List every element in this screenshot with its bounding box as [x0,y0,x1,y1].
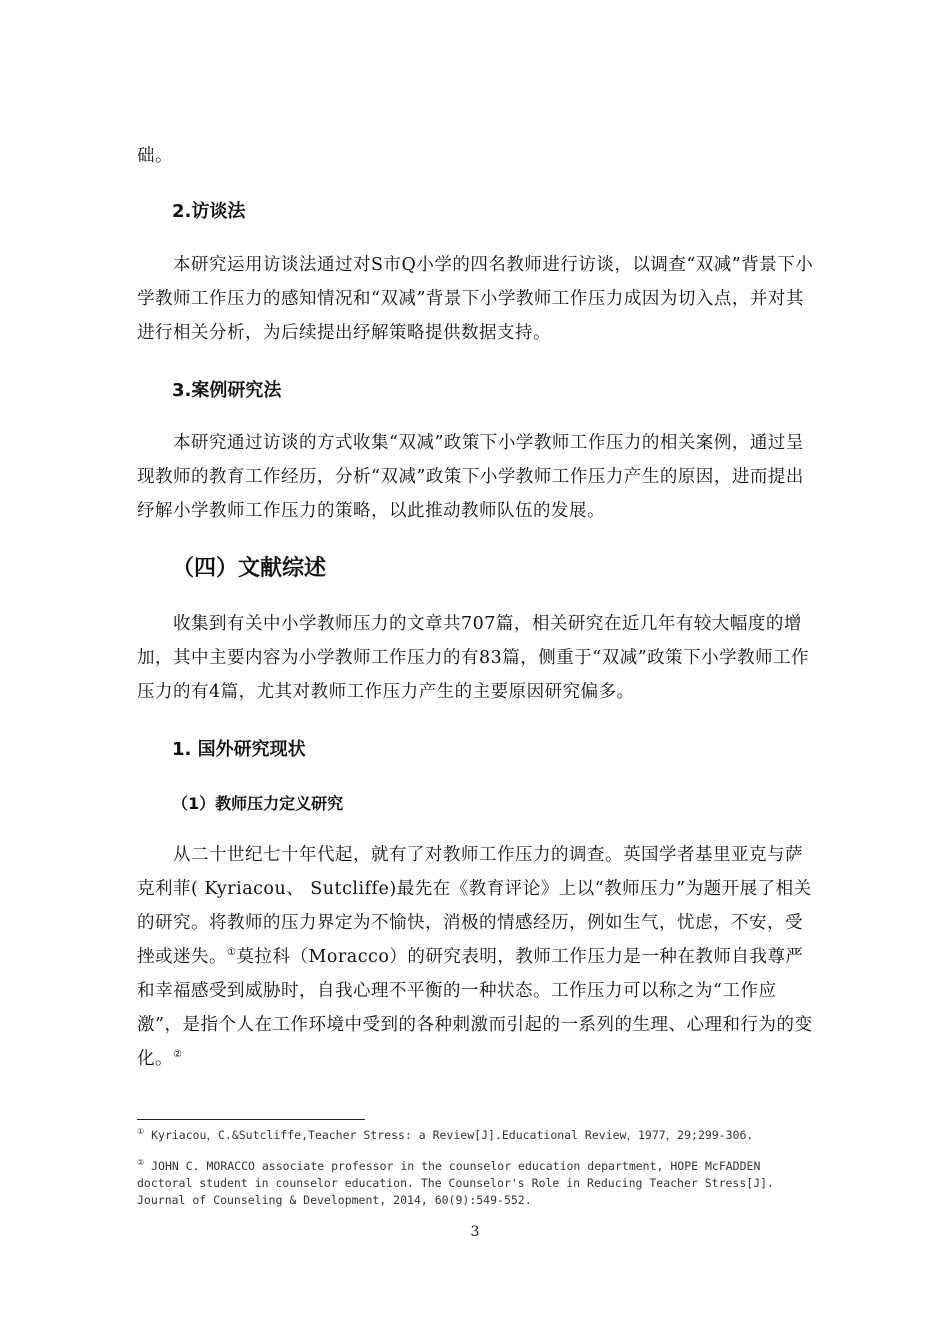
footnote-1-text: Kyriacou，C.&Sutcliffe,Teacher Stress: a Review[J].Educational Review，1977，29;299-306. [144,1128,754,1142]
footnote-ref-1[interactable]: ① [227,947,237,959]
continuation-text: 础。 [137,146,173,166]
page-number: 3 [470,1224,480,1240]
footnote-ref-2[interactable]: ② [173,1049,183,1061]
interview-method-paragraph: 本研究运用访谈法通过对S市Q小学的四名教师进行访谈，以调查“双减”背景下小学教师工作压力的感知情况和“双减”背景下小学教师工作压力成因为切入点，并对其进行相关分析，为后续提出纾解策略提供数据支持。 [137,255,814,343]
section-heading-interview-method: 2.访谈法 [172,201,246,222]
stress-definition-paragraph [137,838,815,1076]
case-study-method-paragraph: 本研究通过访谈的方式收集“双减”政策下小学教师工作压力的相关案例，通过呈现教师的教育工作经历，分析“双减”政策下小学教师工作压力产生的原因，进而提出纾解小学教师工作压力的策略，以此推动教师队伍的发展。 [137,433,804,521]
subsubsection-heading-stress-definition: （1）教师压力定义研究 [172,794,344,813]
stress-definition-text-part1: 从二十世纪七十年代起，就有了对教师工作压力的调查。英国学者基里亚克与萨克利菲( Kyriacou、 Sutcliffe)最先在《教育评论》上以“教师压力”为题开展了相关的研究。将教师的压力界定为不愉快，消极的情感经历，例如生气，忧虑，不安，受挫或迷失。 [137,845,812,967]
section-heading-case-study-method: 3.案例研究法 [172,380,282,401]
literature-review-paragraph: 收集到有关中小学教师压力的文章共707篇，相关研究在近几年有较大幅度的增加，其中主要内容为小学教师工作压力的有83篇，侧重于“双减”政策下小学教师工作压力的有4篇，尤其对教师工作压力产生的主要原因研究偏多。 [137,614,810,702]
footnote-2-mark: ② [137,1158,145,1168]
footnote-2 [137,1158,817,1209]
footnote-1 [137,1127,817,1144]
footnote-1-mark: ① [137,1127,145,1137]
footnote-2-text: JOHN C. MORACCO associate professor in the counselor education department, HOPE McFADDEN doctoral student in counselor education. The Counselor's Role in Reducing Teacher Stress[J]. Journal of Counseling & Development, 2014, 60(9):549-552. [137,1159,774,1207]
footnote-divider [137,1119,365,1120]
stress-definition-text-part2: 莫拉科（Moracco）的研究表明，教师工作压力是一种在教师自我尊严和幸福感受到威胁时，自我心理不平衡的一种状态。工作压力可以称之为“工作应激”，是指个人在工作环境中受到的各种刺激而引起的一系列的生理、心理和行为的变化。 [137,947,813,1069]
section-heading-literature-review: （四）文献综述 [172,556,327,581]
subsection-heading-foreign-research: 1. 国外研究现状 [172,739,306,760]
